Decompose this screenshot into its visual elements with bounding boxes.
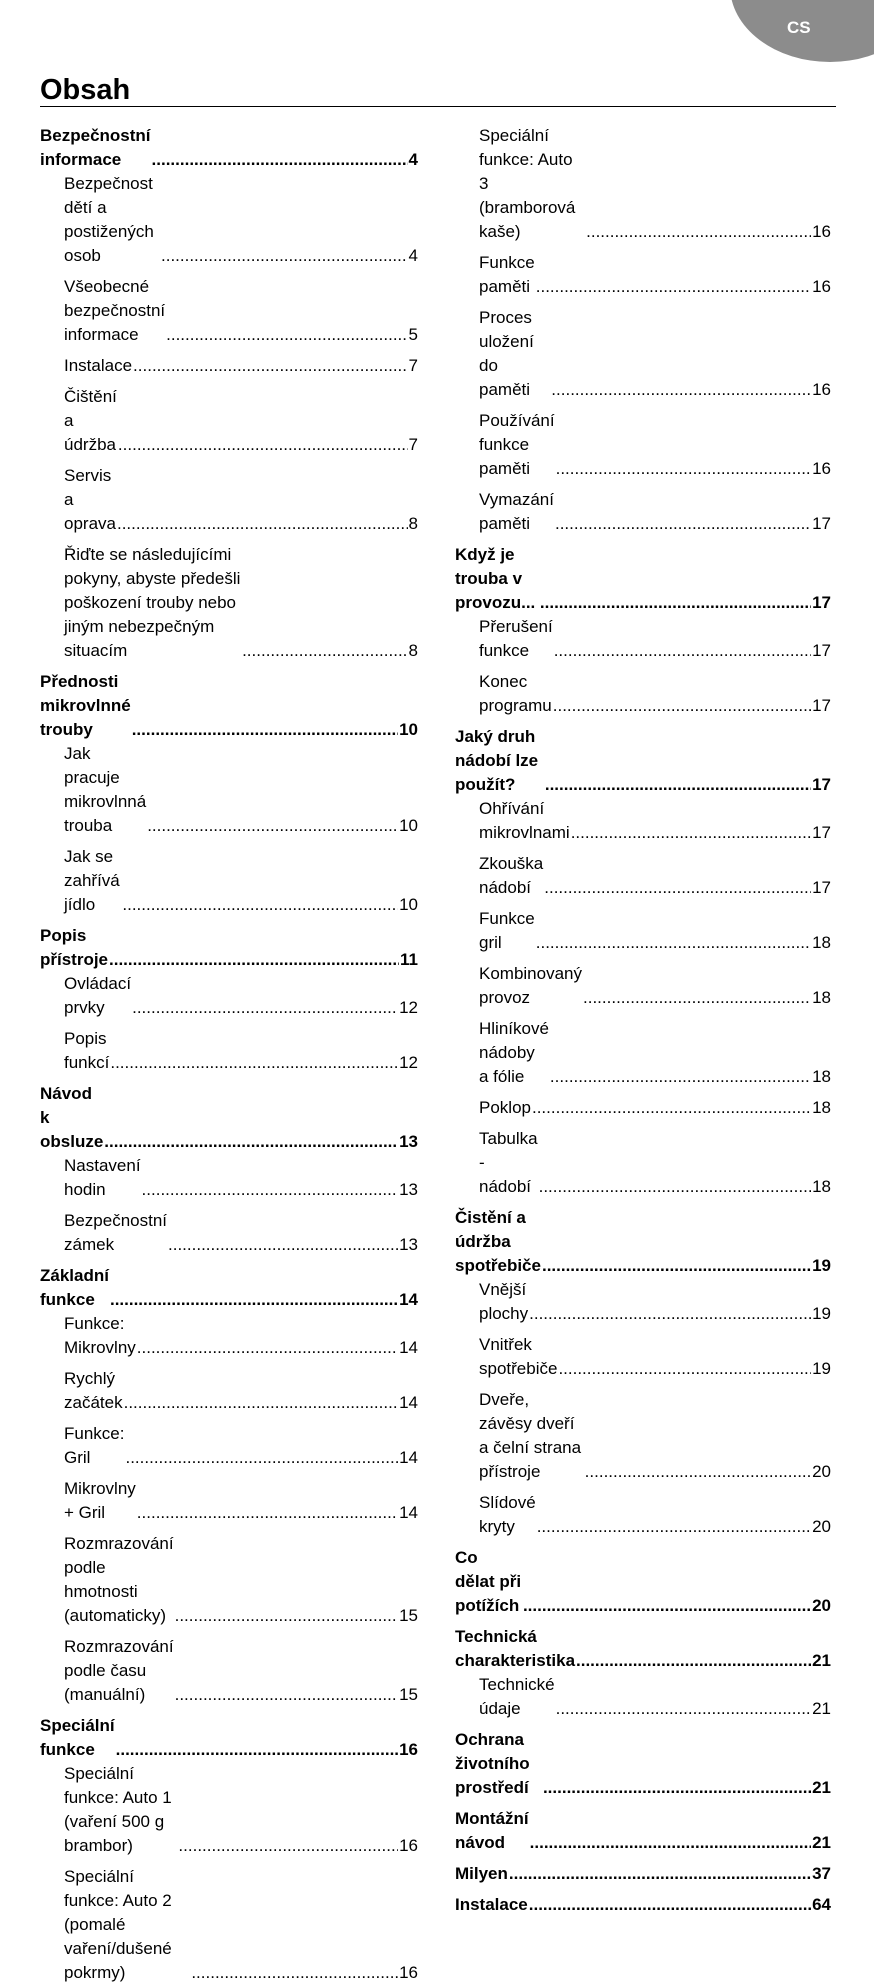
toc-page-number: 21 [812,1833,831,1852]
toc-section-entry[interactable] [455,725,831,797]
toc-subsection-entry[interactable] [455,962,831,1010]
toc-page-number: 20 [812,1596,831,1615]
toc-entry-title: Přerušení funkce [479,617,553,660]
toc-entry-title: Instalace [455,1895,528,1914]
language-label: CS [787,18,811,37]
toc-dot-leader [242,639,407,663]
toc-entry-title: Vnitřek spotřebiče [479,1335,558,1378]
toc-subsection-entry[interactable] [455,1388,831,1484]
toc-subsection-entry[interactable] [40,1635,418,1707]
toc-dot-leader [536,931,811,955]
toc-entry-title: Čistění a údržba spotřebiče [455,1208,541,1275]
toc-page-number: 14 [399,1338,418,1357]
toc-page-number: 13 [399,1235,418,1254]
toc-dot-leader [555,512,811,536]
toc-dot-leader [132,996,398,1020]
toc-entry-title: Přednosti mikrovlnné trouby [40,672,131,739]
toc-subsection-entry[interactable] [455,251,831,299]
toc-subsection-entry[interactable] [455,488,831,536]
toc-page-number: 4 [408,246,418,265]
toc-entry-title: Popis funkcí [64,1029,110,1072]
toc-dot-leader [556,1697,811,1721]
toc-entry-title: Technická charakteristika [455,1627,576,1670]
toc-entry-title: Rychlý začátek [64,1369,123,1412]
toc-dot-leader [166,323,407,347]
toc-entry-title: Bezpečnostní informace [40,126,151,169]
toc-entry-title: Milyen [455,1864,508,1883]
toc-page-number: 16 [812,277,831,296]
toc-subsection-entry[interactable] [40,1422,418,1470]
toc-dot-leader [558,1357,811,1381]
toc-page-number: 16 [812,380,831,399]
toc-dot-leader [117,512,408,536]
toc-entry-title: Speciální funkce: Auto 1 (vaření 500 g brambor) [64,1764,172,1855]
toc-page-number: 11 [400,950,418,969]
toc-section-entry[interactable] [455,1862,831,1886]
toc-entry-title: Speciální funkce [40,1716,115,1759]
toc-entry-title: Speciální funkce: Auto 2 (pomalé vaření/dušené pokrmy) [64,1867,172,1982]
toc-section-entry[interactable] [40,670,418,742]
toc-entry-title: Konec programu [479,672,552,715]
toc-dot-leader [523,1594,811,1618]
toc-page-number: 17 [812,878,831,897]
toc-dot-leader [168,1233,398,1257]
toc-entry-title: Proces uložení do paměti [479,308,534,399]
toc-page-number: 17 [812,514,831,533]
toc-subsection-entry[interactable] [40,172,418,268]
toc-dot-leader [576,1649,811,1673]
toc-page-number: 21 [812,1778,831,1797]
toc-page-number: 64 [812,1895,831,1914]
toc-page-number: 18 [812,933,831,952]
toc-dot-leader [540,591,811,615]
toc-entry-title: Vnější plochy [479,1280,529,1323]
toc-subsection-entry[interactable] [40,354,418,378]
toc-subsection-entry[interactable] [40,742,418,838]
toc-subsection-entry[interactable] [455,409,831,481]
toc-entry-title: Poklop [479,1098,531,1117]
toc-page-number: 14 [399,1503,418,1522]
toc-entry-title: Čištění a údržba [64,387,117,454]
toc-page-number: 13 [399,1180,418,1199]
toc-column-left [40,124,418,1985]
toc-dot-leader [109,948,399,972]
toc-dot-leader [178,1834,398,1858]
toc-dot-leader [147,814,398,838]
toc-dot-leader [571,821,811,845]
toc-page-number: 16 [399,1740,418,1759]
toc-dot-leader [554,639,811,663]
toc-page-number: 7 [408,435,418,454]
toc-entry-title: Základní funkce [40,1266,109,1309]
toc-dot-leader [161,244,408,268]
toc-section-entry[interactable] [455,1625,831,1673]
toc-page-number: 15 [399,1606,418,1625]
toc-page-number: 10 [399,720,418,739]
toc-subsection-entry[interactable] [455,1491,831,1539]
toc-dot-leader [551,378,811,402]
toc-section-entry[interactable] [455,1807,831,1855]
toc-dot-leader [542,1254,811,1278]
toc-dot-leader [110,1051,398,1075]
toc-dot-leader [529,1302,811,1326]
toc-entry-title: Jak pracuje mikrovlnná trouba [64,744,147,835]
toc-subsection-entry[interactable] [455,1127,831,1199]
toc-section-entry[interactable] [455,1206,831,1278]
toc-dot-leader [137,1336,398,1360]
toc-dot-leader [585,1460,811,1484]
toc-dot-leader [530,1831,811,1855]
toc-page-number: 17 [812,696,831,715]
toc-entry-title: Používání funkce paměti [479,411,555,478]
toc-entry-title: Co dělat při potížích [455,1548,522,1615]
toc-subsection-entry[interactable] [40,1027,418,1075]
toc-entry-title: Speciální funkce: Auto 3 (bramborová kaše) [479,126,576,241]
toc-subsection-entry[interactable] [455,1278,831,1326]
toc-section-entry[interactable] [40,124,418,172]
toc-dot-leader [556,457,811,481]
toc-page-number: 13 [399,1132,418,1151]
toc-dot-leader [537,1515,811,1539]
toc-page-number: 16 [399,1963,418,1982]
toc-dot-leader [586,220,811,244]
toc-subsection-entry[interactable] [40,1312,418,1360]
toc-subsection-entry[interactable] [40,1367,418,1415]
toc-section-entry[interactable] [40,924,418,972]
toc-dot-leader [137,1501,398,1525]
toc-subsection-entry[interactable] [40,1865,418,1985]
toc-dot-leader [539,1175,811,1199]
toc-subsection-entry[interactable] [40,543,418,663]
toc-page-number: 17 [812,823,831,842]
toc-entry-title: Servis a oprava [64,466,116,533]
toc-subsection-entry[interactable] [455,797,831,845]
toc-dot-leader [175,1683,398,1707]
toc-page-number: 37 [812,1864,831,1883]
toc-entry-title: Hliníkové nádoby a fólie [479,1019,549,1086]
toc-section-entry[interactable] [40,1714,418,1762]
toc-dot-leader [583,986,811,1010]
toc-entry-title: Kombinovaný provoz [479,964,583,1007]
toc-entry-title: Ohřívání mikrovlnami [479,799,570,842]
toc-page-number: 18 [812,988,831,1007]
toc-subsection-entry[interactable] [455,124,831,244]
toc-page-number: 14 [399,1393,418,1412]
toc-dot-leader [124,1391,398,1415]
toc-section-entry[interactable] [455,1893,831,1917]
toc-section-entry[interactable] [455,543,831,615]
toc-entry-title: Popis přístroje [40,926,109,969]
toc-subsection-entry[interactable] [455,1017,831,1089]
toc-dot-leader [536,275,811,299]
toc-dot-leader [545,773,811,797]
toc-subsection-entry[interactable] [455,670,831,718]
toc-entry-title: Instalace [64,356,133,375]
toc-subsection-entry[interactable] [455,306,831,402]
toc-dot-leader [529,1893,811,1917]
toc-entry-title: Ochrana životního prostředí [455,1730,530,1797]
toc-subsection-entry[interactable] [455,1673,831,1721]
toc-page-number: 17 [812,593,831,612]
toc-page-number: 8 [408,514,418,533]
toc-entry-title: Ovládací prvky [64,974,132,1017]
toc-subsection-entry[interactable] [40,385,418,457]
toc-section-entry[interactable] [40,1082,418,1154]
toc-column-right [455,124,831,1917]
toc-entry-title: Zkouška nádobí [479,854,544,897]
toc-entry-title: Slídové kryty [479,1493,536,1536]
toc-page-number: 15 [399,1685,418,1704]
toc-dot-leader [122,893,398,917]
toc-dot-leader [543,1776,811,1800]
toc-subsection-entry[interactable] [40,1532,418,1628]
toc-section-entry[interactable] [455,1546,831,1618]
toc-entry-title: Rozmrazování podle hmotnosti (automaticky) [64,1534,174,1625]
toc-section-entry[interactable] [40,1264,418,1312]
toc-entry-title: Návod k obsluze [40,1084,104,1151]
toc-page-number: 19 [812,1359,831,1378]
toc-entry-title: Jaký druh nádobí lze použít? [455,727,539,794]
toc-page-number: 10 [399,895,418,914]
toc-page-number: 18 [812,1098,831,1117]
toc-subsection-entry[interactable] [455,907,831,955]
toc-entry-title: Mikrovlny + Gril [64,1479,136,1522]
toc-entry-title: Nastavení hodin [64,1156,141,1199]
toc-page-number: 17 [812,641,831,660]
toc-entry-title: Dveře, závěsy dveří a čelní strana přístroje [479,1390,582,1481]
toc-dot-leader [532,1096,811,1120]
toc-dot-leader [133,354,407,378]
toc-dot-leader [125,1446,398,1470]
toc-page-number: 16 [812,459,831,478]
toc-page-number: 16 [399,1836,418,1855]
toc-subsection-entry[interactable] [40,1477,418,1525]
toc-subsection-entry[interactable] [455,1096,831,1120]
toc-entry-title: Bezpečnostní zámek [64,1211,168,1254]
toc-dot-leader [191,1961,398,1985]
toc-dot-leader [132,718,398,742]
toc-page-number: 14 [399,1448,418,1467]
toc-entry-title: Rozmrazování podle času (manuální) [64,1637,174,1704]
title-divider [40,106,836,107]
toc-entry-title: Funkce gril [479,909,535,952]
toc-entry-title: Jak se zahřívá jídlo [64,847,120,914]
toc-subsection-entry[interactable] [455,615,831,663]
toc-page-number: 17 [812,775,831,794]
toc-page-number: 20 [812,1462,831,1481]
toc-subsection-entry[interactable] [40,464,418,536]
toc-entry-title: Montážní návod [455,1809,529,1852]
toc-page-number: 18 [812,1177,831,1196]
toc-page-number: 21 [812,1699,831,1718]
toc-dot-leader [110,1288,398,1312]
toc-page-number: 12 [399,1053,418,1072]
toc-entry-title: Tabulka - nádobí [479,1129,538,1196]
toc-page-number: 10 [399,816,418,835]
toc-entry-title: Funkce paměti [479,253,535,296]
toc-entry-title: Bezpečnost dětí a postižených osob [64,174,154,265]
toc-page-number: 19 [812,1256,831,1275]
toc-subsection-entry[interactable] [40,1154,418,1202]
toc-dot-leader [142,1178,399,1202]
toc-page-number: 20 [812,1517,831,1536]
toc-dot-leader [116,1738,398,1762]
toc-subsection-entry[interactable] [40,1209,418,1257]
toc-page-number: 12 [399,998,418,1017]
toc-dot-leader [553,694,811,718]
toc-subsection-entry[interactable] [455,852,831,900]
toc-page-number: 4 [408,150,418,169]
toc-entry-title: Vymazání paměti [479,490,554,533]
toc-dot-leader [118,433,408,457]
toc-page-number: 7 [408,356,418,375]
toc-subsection-entry[interactable] [40,972,418,1020]
toc-entry-title: Všeobecné bezpečnostní informace [64,277,166,344]
toc-subsection-entry[interactable] [40,275,418,347]
toc-subsection-entry[interactable] [40,1762,418,1858]
toc-dot-leader [175,1604,398,1628]
toc-dot-leader [550,1065,811,1089]
toc-page-number: 18 [812,1067,831,1086]
toc-entry-title: Technické údaje [479,1675,555,1718]
toc-entry-title: Řiďte se následujícími pokyny, abyste předešli poškození trouby nebo jiným nebezpečným situacím [64,545,241,660]
toc-page-number: 5 [408,325,418,344]
toc-page-number: 21 [812,1651,831,1670]
page-title: Obsah [40,74,131,106]
toc-dot-leader [544,876,811,900]
toc-section-entry[interactable] [455,1728,831,1800]
toc-page-number: 19 [812,1304,831,1323]
toc-subsection-entry[interactable] [40,845,418,917]
toc-subsection-entry[interactable] [455,1333,831,1381]
toc-dot-leader [152,148,408,172]
toc-entry-title: Funkce: Mikrovlny [64,1314,136,1357]
toc-page-number: 14 [399,1290,418,1309]
toc-entry-title: Když je trouba v provozu... [455,545,536,612]
toc-dot-leader [509,1862,811,1886]
toc-entry-title: Funkce: Gril [64,1424,125,1467]
toc-dot-leader [104,1130,398,1154]
toc-page-number: 16 [812,222,831,241]
toc-page-number: 8 [408,641,418,660]
